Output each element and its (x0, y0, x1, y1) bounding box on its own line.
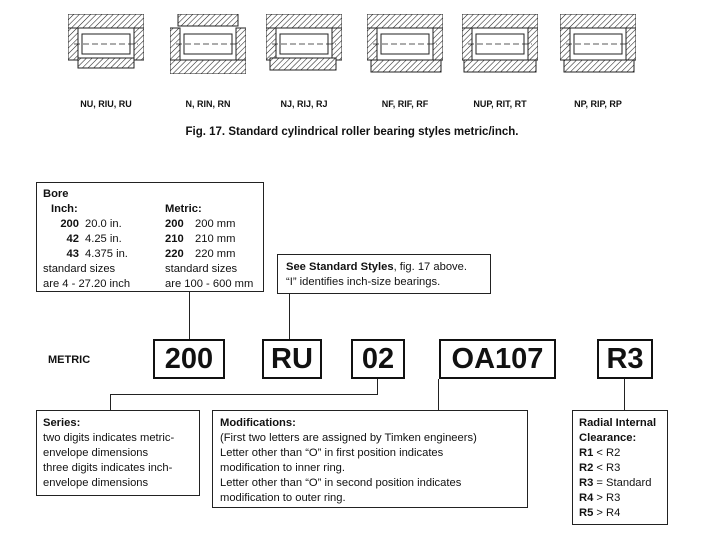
bore-metric-note: standard sizes (165, 263, 238, 275)
clearance-desc: > R4 (593, 507, 621, 519)
clearance-code: R1 (579, 447, 594, 459)
clearance-box (572, 410, 668, 525)
connector-line (438, 379, 439, 410)
bore-inch-note: are 4 - 27.20 inch (43, 278, 131, 290)
clearance-code: R2 (579, 462, 594, 474)
bearing-drawing-nup (462, 14, 538, 74)
series-line: envelope dimensions (43, 447, 149, 459)
modifications-title: Modifications: (220, 417, 296, 429)
bore-metric-value: 210 mm (195, 233, 236, 245)
code-clearance: R3 (597, 339, 653, 379)
connector-line (110, 394, 378, 395)
bore-metric-note: are 100 - 600 mm (165, 278, 254, 290)
series-line: envelope dimensions (43, 477, 149, 489)
bore-inch-code: 200 (60, 218, 79, 230)
styles-box-rest: , fig. 17 above. (393, 261, 467, 273)
bearing-label-nup: NUP, RIT, RT (473, 99, 527, 109)
clearance-title: Radial Internal (579, 417, 657, 429)
series-line: two digits indicates metric- (43, 432, 175, 444)
modifications-line: modification to inner ring. (220, 462, 345, 474)
code-style: RU (262, 339, 322, 379)
bore-inch-code: 42 (66, 233, 79, 245)
connector-line (289, 294, 290, 339)
bore-metric-value: 220 mm (195, 248, 236, 260)
bearing-label-n: N, RIN, RN (185, 99, 231, 109)
modifications-line: (First two letters are assigned by Timken engineers) (220, 432, 477, 444)
styles-box (277, 254, 491, 294)
bearing-drawing-nj (266, 14, 342, 74)
clearance-desc: > R3 (593, 492, 621, 504)
code-modifications: OA107 (439, 339, 556, 379)
series-title: Series: (43, 417, 81, 429)
figure-caption: Fig. 17. Standard cylindrical roller bearing styles metric/inch. (185, 126, 519, 138)
clearance-code: R5 (579, 507, 594, 519)
bore-inch-value: 4.375 in. (85, 248, 128, 260)
series-box (36, 410, 200, 496)
clearance-desc: < R3 (593, 462, 621, 474)
connector-line (377, 379, 378, 395)
bearing-label-np: NP, RIP, RP (574, 99, 622, 109)
bearing-label-nf: NF, RIF, RF (381, 99, 429, 109)
series-line: three digits indicates inch- (43, 462, 173, 474)
bore-title: Bore (43, 188, 69, 200)
bore-box (36, 182, 264, 292)
clearance-desc: = Standard (593, 477, 652, 489)
clearance-code: R4 (579, 492, 594, 504)
modifications-box (212, 410, 528, 508)
connector-line (189, 292, 190, 339)
bearing-label-nj: NJ, RIJ, RJ (280, 99, 328, 109)
bore-metric-code: 220 (165, 248, 184, 260)
bore-inch-value: 20.0 in. (85, 218, 122, 230)
bore-inch-value: 4.25 in. (85, 233, 122, 245)
bearing-drawing-nf (367, 14, 443, 74)
bore-metric-code: 210 (165, 233, 184, 245)
bearing-drawing-nu (68, 14, 144, 74)
bearing-label-nu: NU, RIU, RU (80, 99, 132, 109)
clearance-code: R3 (579, 477, 594, 489)
bore-inch-note: standard sizes (43, 263, 116, 275)
modifications-line: modification to outer ring. (220, 492, 346, 504)
bore-metric-code: 200 (165, 218, 184, 230)
connector-line (624, 379, 625, 410)
bearing-drawing-n (170, 14, 246, 74)
metric-label: METRIC (48, 354, 91, 366)
styles-box-bold: See Standard Styles (286, 261, 394, 273)
clearance-subtitle: Clearance: (579, 432, 637, 444)
code-series: 02 (351, 339, 405, 379)
modifications-line: Letter other than “O” in second position indicates (220, 477, 462, 489)
bearing-drawing-np (560, 14, 636, 74)
connector-line (110, 394, 111, 410)
clearance-desc: < R2 (593, 447, 621, 459)
bore-inch-title: Inch: (51, 203, 78, 215)
code-bore: 200 (153, 339, 225, 379)
styles-box-line2: “I” identifies inch-size bearings. (286, 276, 441, 288)
modifications-line: Letter other than “O” in first position indicates (220, 447, 444, 459)
bore-metric-title: Metric: (165, 203, 202, 215)
bore-metric-value: 200 mm (195, 218, 236, 230)
bore-inch-code: 43 (66, 248, 79, 260)
